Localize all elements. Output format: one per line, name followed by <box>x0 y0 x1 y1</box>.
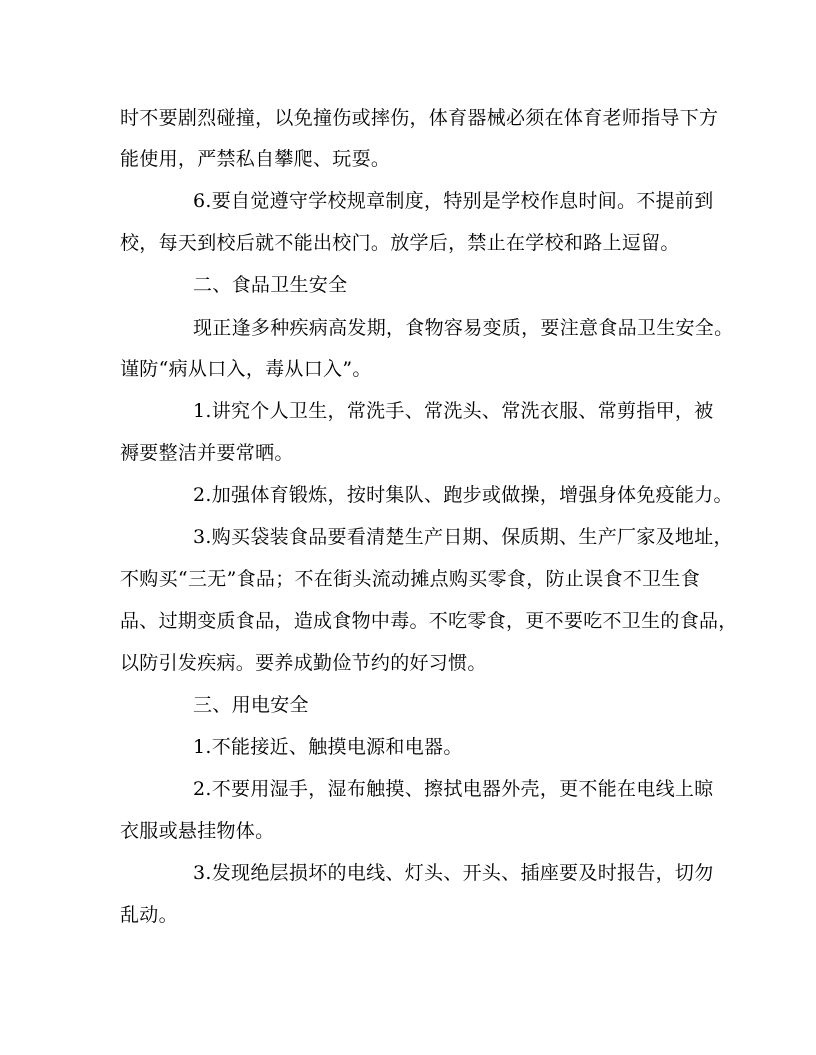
paragraph-line: 1.讲究个人卫生，常洗手、常洗头、常洗衣服、常剪指甲，被 <box>193 400 714 422</box>
paragraph-line: 2.不要用湿手，湿布触摸、擦拭电器外壳，更不能在电线上晾 <box>193 778 714 800</box>
paragraph-line: 1.不能接近、触摸电源和电器。 <box>193 736 463 758</box>
paragraph-line: 衣服或悬挂物体。 <box>120 820 275 842</box>
paragraph-line: 乱动。 <box>120 904 178 926</box>
paragraph-line: 校，每天到校后就不能出校门。放学后，禁止在学校和路上逗留。 <box>120 232 680 254</box>
paragraph-line: 3.购买袋装食品要看清楚生产日期、保质期、生产厂家及地址， <box>193 526 733 548</box>
paragraph-line: 褥要整洁并要常晒。 <box>120 442 294 464</box>
paragraph-line: 6.要自觉遵守学校规章制度，特别是学校作息时间。不提前到 <box>193 190 714 212</box>
paragraph-line: 能使用，严禁私自攀爬、玩耍。 <box>120 148 391 170</box>
section-heading: 二、食品卫生安全 <box>193 274 348 296</box>
paragraph-line: 品、过期变质食品，造成食物中毒。不吃零食，更不要吃不卫生的食品， <box>120 610 738 632</box>
paragraph-line: 时不要剧烈碰撞，以免撞伤或摔伤，体育器械必须在体育老师指导下方 <box>120 107 719 129</box>
paragraph-line: 3.发现绝层损坏的电线、灯头、开头、插座要及时报告，切勿 <box>193 862 714 884</box>
paragraph-line: 不购买“三无”食品；不在街头流动摊点购买零食，防止误食不卫生食 <box>120 568 700 590</box>
paragraph-line: 谨防“病从口入，毒从口入”。 <box>120 358 372 380</box>
paragraph-line: 现正逢多种疾病高发期，食物容易变质，要注意食品卫生安全。 <box>193 317 734 339</box>
paragraph-line: 2.加强体育锻炼，按时集队、跑步或做操，增强身体免疫能力。 <box>193 484 733 506</box>
paragraph-line: 以防引发疾病。要养成勤俭节约的好习惯。 <box>120 652 487 674</box>
section-heading: 三、用电安全 <box>193 694 309 716</box>
